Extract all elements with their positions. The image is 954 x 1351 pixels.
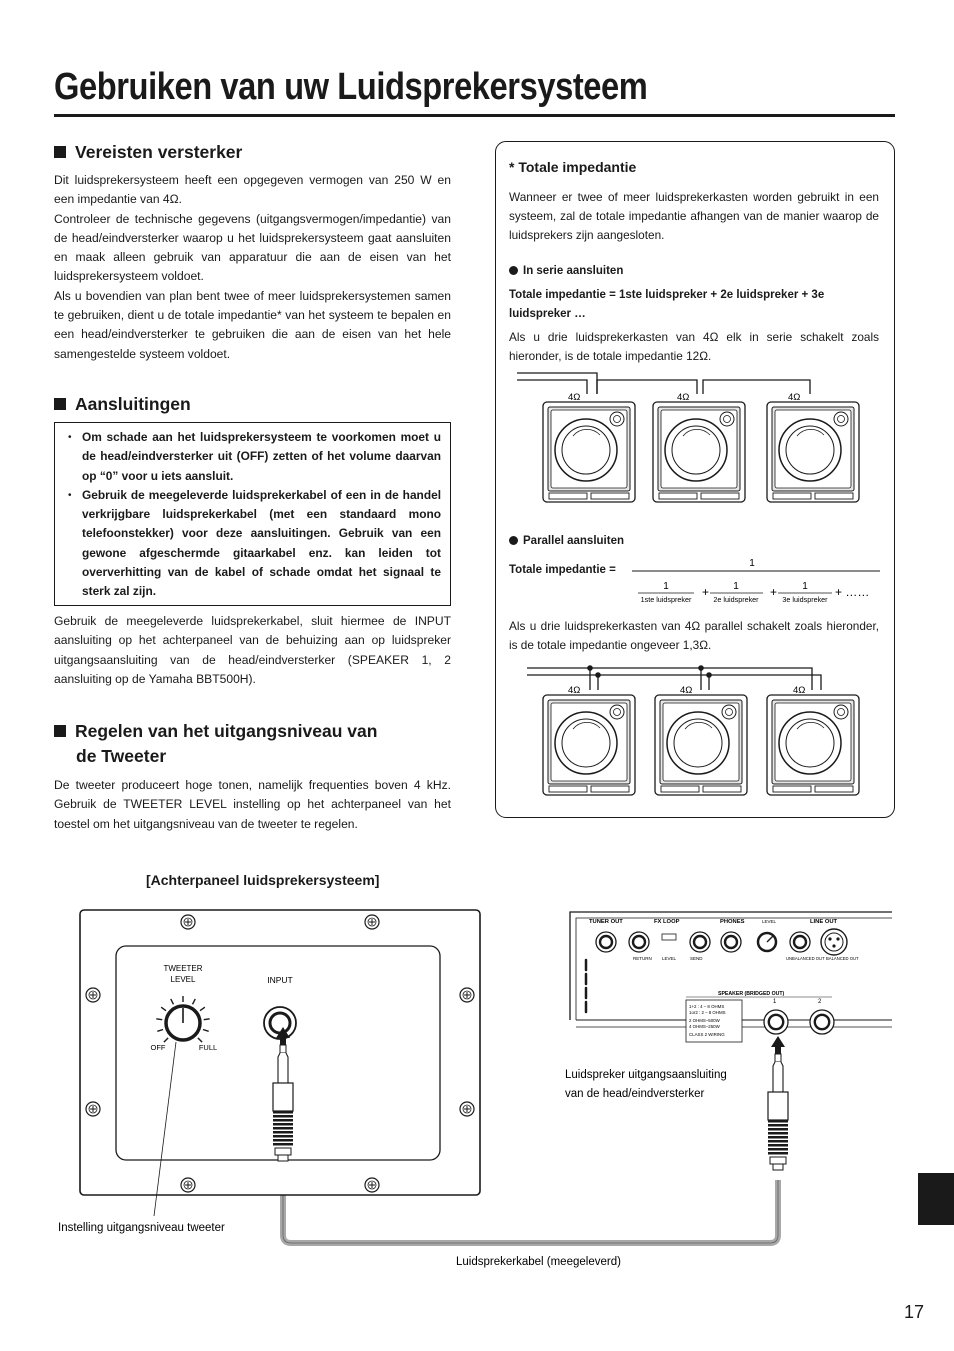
- formula-one: 1: [802, 581, 808, 592]
- amp-spec: 1+2 : 4 – 8 OHMS: [689, 1004, 725, 1009]
- formula-plus: +: [702, 585, 710, 599]
- title-rule: [54, 114, 895, 117]
- speaker-cabinet-icon: [543, 695, 635, 795]
- series-formula: Totale impedantie = 1ste luidspreker + 2e luidspreker + 3e luidspreker …: [509, 289, 825, 320]
- screw-icon: [86, 1102, 100, 1116]
- amp-label: 2: [818, 999, 822, 1005]
- vereisten-para-2: Controleer de technische gegevens (uitgangsvermogen/impedantie) van de head/eindversterker waarop u het luidsprekersysteem gaat aansluiten en maak alleen gebruik van apparatuur die aan de eisen van het luidsprekersysteem voldoet.: [54, 211, 451, 284]
- series-text: Als u drie luidsprekerkasten van 4Ω elk in serie schakelt zoals hieronder, is de totale impedantie 12Ω.: [509, 330, 879, 363]
- formula-tail: + ……: [835, 585, 870, 599]
- screw-icon: [86, 988, 100, 1002]
- amp-label: TUNER OUT: [589, 919, 623, 925]
- jack-socket-icon[interactable]: [764, 1010, 788, 1034]
- tweeter-level-label: TWEETER: [163, 964, 203, 973]
- speaker-impedance-label: 4Ω: [788, 392, 801, 403]
- heading-aansluitingen: Aansluitingen: [54, 392, 191, 417]
- formula-one: 1: [733, 581, 739, 592]
- speaker-cabinet-icon: [653, 402, 745, 502]
- amp-spec: 2 OHMS–500W: [689, 1018, 720, 1023]
- section-tab: [918, 1173, 954, 1225]
- amp-label: LEVEL: [662, 956, 677, 961]
- amp-label: PHONES: [720, 919, 745, 925]
- formula-one: 1: [663, 581, 669, 592]
- amp-level-knob[interactable]: [758, 933, 776, 951]
- parallel-formula: [630, 552, 885, 608]
- right-plug: [768, 1036, 788, 1170]
- formula-term: 1ste luidspreker: [640, 595, 692, 604]
- warning-box: [54, 422, 451, 606]
- heading-vereisten: Vereisten versterker: [54, 140, 242, 165]
- speaker-impedance-label: 4Ω: [568, 685, 581, 696]
- amp-spec: 4 OHMS–250W: [689, 1024, 720, 1029]
- parallel-title: Parallel aansluiten: [509, 532, 624, 551]
- impedance-intro: Wanneer er twee of meer luidsprekerkasten worden gebruikt in een systeem, zal de totale impedantie afhangen van de manier waarop de luidsprekers zijn aangesloten.: [509, 190, 879, 242]
- speaker-cabinet-icon: [655, 695, 747, 795]
- vereisten-para-1: Dit luidsprekersysteem heeft een opgegeven vermogen van 250 W en een impedantie van 4Ω.: [54, 173, 451, 207]
- screw-icon: [181, 1178, 195, 1192]
- square-bullet-icon: [54, 398, 66, 410]
- heading-tweeter: Regelen van het uitgangsniveau van de Tweeter: [54, 719, 377, 769]
- formula-term: 2e luidspreker: [713, 595, 759, 604]
- tweeter-level-label: LEVEL: [170, 975, 196, 984]
- amp-output-label: van de head/eindversterker: [565, 1088, 705, 1100]
- cable-label: Luidsprekerkabel (meegeleverd): [456, 1256, 621, 1268]
- aansluitingen-para: Gebruik de meegeleverde luidsprekerkabel, sluit hiermee de INPUT aansluiting op het achterpaneel van de behuizing aan op luidspreker uitgangsaansluiting van de head/eindversterker (SPEAKER 1, 2 aansluiting op de Yamaha BBT500H).: [54, 614, 451, 686]
- parallel-text: Als u drie luidsprekerkasten van 4Ω parallel schakelt zoals hieronder, is de totale impedantie ongeveer 1,3Ω.: [509, 619, 879, 652]
- screw-icon: [365, 1178, 379, 1192]
- vereisten-para-3: Als u bovendien van plan bent twee of meer luidsprekersystemen samen te gebruiken, dient u de totale impedantie* van het systeem te bepalen en een head/eindversterker te gebruiken die aan de eisen van het hele samengestelde systeem voldoet.: [54, 288, 451, 361]
- speaker-impedance-label: 4Ω: [680, 685, 693, 696]
- full-label: FULL: [198, 1043, 218, 1052]
- bullet-icon: [509, 266, 518, 275]
- xlr-connector: [821, 929, 847, 955]
- amp-label: SPEAKER (BRIDGED OUT): [718, 991, 785, 997]
- connection-diagram: [0, 890, 954, 1290]
- warning-item: • Om schade aan het luidsprekersysteem te voorkomen moet u de head/eindversterker uit (OFF) zetten of het volume daarvan op “0” voor u iets aansluit.: [67, 428, 441, 486]
- screw-icon: [460, 1102, 474, 1116]
- wire: [517, 373, 597, 394]
- speaker-cabinet-icon: [767, 402, 859, 502]
- square-bullet-icon: [54, 146, 66, 158]
- amp-output-label: Luidspreker uitgangsaansluiting: [565, 1069, 727, 1081]
- screw-icon: [181, 915, 195, 929]
- formula-numerator: 1: [749, 558, 755, 569]
- amp-label: LEVEL: [762, 919, 777, 924]
- jack-socket-icon[interactable]: [810, 1010, 834, 1034]
- page-number: 17: [903, 1302, 924, 1322]
- bullet-icon: [509, 536, 518, 545]
- tweeter-para: De tweeter produceert hoge tonen, namelijk frequenties boven 4 kHz. Gebruik de TWEETER LEVEL instelling op het achterpaneel van het toestel om het uitgangsniveau van de tweeter te regelen.: [54, 778, 451, 831]
- amp-label: FX LOOP: [654, 919, 680, 925]
- jack-socket-icon[interactable]: [690, 932, 710, 952]
- amplifier-panel: [570, 912, 892, 1042]
- amp-label: LINE OUT: [810, 919, 838, 925]
- speaker-impedance-label: 4Ω: [793, 685, 806, 696]
- amp-spec: 1or2 : 2 – 8 OHMS: [689, 1010, 726, 1015]
- amp-label: SEND: [690, 956, 703, 961]
- warning-item: • Gebruik de meegeleverde luidsprekerkabel of een in de handel verkrijgbare luidsprekerkabel (met een standaard mono telefoonstekker) voor deze aansluitingen. Gebruik van een gewone afgeschermde gitaarkabel enz. kan leiden tot oververhitting van de kabel of schade omdat het signaal te sterk zal zijn.: [67, 486, 441, 602]
- formula-term: 3e luidspreker: [782, 595, 828, 604]
- speaker-cabinet-icon: [543, 402, 635, 502]
- formula-plus: +: [770, 585, 778, 599]
- screw-icon: [365, 915, 379, 929]
- amp-label: UNBALANCED OUT: [786, 956, 825, 961]
- tweeter-setting-label: Instelling uitgangsniveau tweeter: [58, 1222, 225, 1234]
- amp-spec: CLASS 2 WIRING: [689, 1032, 725, 1037]
- series-diagram: [505, 372, 885, 504]
- jack-socket-icon[interactable]: [721, 932, 741, 952]
- series-title: In serie aansluiten: [509, 262, 623, 281]
- square-bullet-icon: [54, 725, 66, 737]
- panel-caption: [Achterpaneel luidsprekersysteem]: [146, 872, 380, 888]
- speaker-cabinet-icon: [767, 695, 859, 795]
- screw-icon: [460, 988, 474, 1002]
- parallel-diagram: [505, 662, 885, 802]
- jack-socket-icon[interactable]: [790, 932, 810, 952]
- amp-label: BALANCED OUT: [826, 956, 859, 961]
- parallel-formula-label: Totale impedantie =: [509, 564, 616, 576]
- speaker-impedance-label: 4Ω: [677, 392, 690, 403]
- page-title: Gebruiken van uw Luidsprekersysteem: [54, 66, 648, 108]
- jack-socket-icon[interactable]: [596, 932, 616, 952]
- impedance-heading: * Totale impedantie: [509, 159, 637, 175]
- speaker-impedance-label: 4Ω: [568, 392, 581, 403]
- vereisten-body: [54, 171, 451, 364]
- off-label: OFF: [150, 1043, 166, 1052]
- jack-socket-icon[interactable]: [629, 932, 649, 952]
- input-label: INPUT: [267, 975, 293, 985]
- amp-label: 1: [773, 999, 777, 1005]
- amp-label: RETURN: [633, 956, 652, 961]
